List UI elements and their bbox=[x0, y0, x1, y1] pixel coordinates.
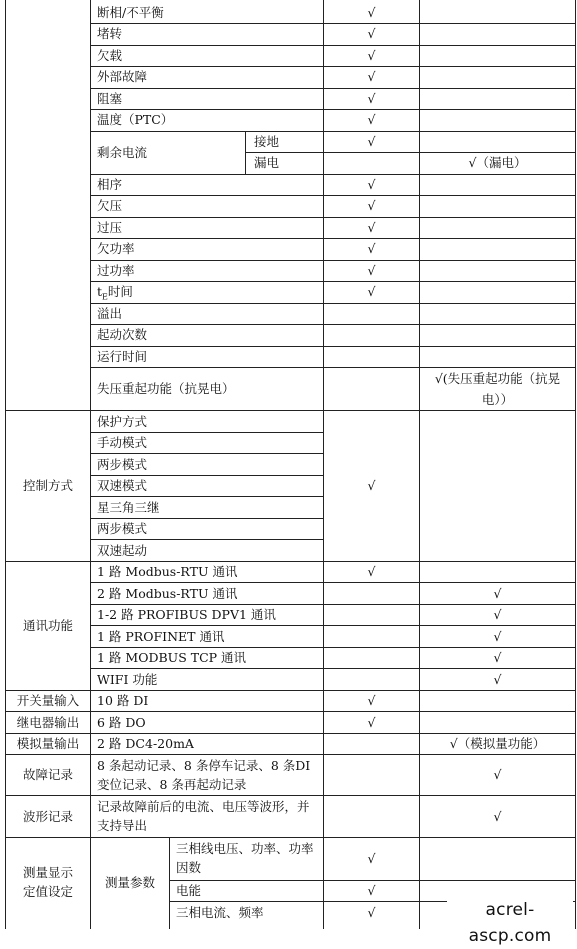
remark-leak: √（漏电） bbox=[468, 155, 527, 170]
item-underload: 欠载 bbox=[97, 48, 123, 63]
check-standard: √ bbox=[367, 478, 376, 493]
table-rule bbox=[5, 754, 576, 755]
check-optional: √ bbox=[493, 586, 502, 601]
check-optional: √ bbox=[493, 672, 502, 687]
comm-item: 2 路 Modbus-RTU 通讯 bbox=[97, 586, 238, 601]
control-item: 手动模式 bbox=[97, 435, 148, 450]
check-standard: √ bbox=[367, 91, 376, 106]
comm-item: 1-2 路 PROFIBUS DPV1 通讯 bbox=[97, 607, 276, 622]
category-fault-record: 故障记录 bbox=[22, 767, 73, 782]
check-optional: √ bbox=[493, 650, 502, 665]
comm-item: 1 路 Modbus-RTU 通讯 bbox=[97, 564, 238, 579]
ao-item: 2 路 DC4-20mA bbox=[97, 736, 194, 751]
category-measure-line1: 测量显示 bbox=[22, 865, 73, 880]
do-item: 6 路 DO bbox=[97, 715, 146, 730]
check-standard: √ bbox=[367, 134, 376, 149]
item-overflow: 溢出 bbox=[97, 306, 123, 321]
check-standard: √ bbox=[367, 48, 376, 63]
column-divider-category bbox=[90, 0, 91, 929]
item-undervoltage: 欠压 bbox=[97, 198, 123, 213]
table-rule bbox=[5, 561, 576, 562]
check-standard: √ bbox=[367, 26, 376, 41]
check-standard: √ bbox=[367, 198, 376, 213]
control-item: 星三角三继 bbox=[97, 500, 160, 515]
table-rule bbox=[90, 324, 576, 325]
item-residual-leak: 漏电 bbox=[254, 155, 280, 170]
waveform-record-item: 记录故障前后的电流、电压等波形，并支持导出 bbox=[97, 799, 310, 833]
table-rule bbox=[5, 410, 576, 411]
check-standard: √ bbox=[367, 693, 376, 708]
te-subscript: E bbox=[102, 292, 108, 302]
check-standard: √ bbox=[367, 177, 376, 192]
item-phase-loss: 断相/不平衡 bbox=[97, 5, 164, 20]
control-item: 两步模式 bbox=[97, 521, 148, 536]
check-standard: √ bbox=[367, 851, 376, 866]
check-optional: √ bbox=[493, 767, 502, 782]
measure-subdivider bbox=[169, 837, 170, 929]
remark-analog: √（模拟量功能） bbox=[449, 736, 546, 751]
category-analog-output: 模拟量输出 bbox=[16, 736, 80, 751]
fault-record-item: 8 条起动记录、8 条停车记录、8 条DI 变位记录、8 条再起动记录 bbox=[97, 758, 311, 792]
table-rule bbox=[5, 690, 576, 691]
item-overpower: 过功率 bbox=[97, 263, 135, 278]
comm-item: 1 路 MODBUS TCP 通讯 bbox=[97, 650, 247, 665]
check-standard: √ bbox=[367, 883, 376, 898]
remark-restart-line2: 电）） bbox=[481, 392, 514, 407]
check-optional: √ bbox=[493, 629, 502, 644]
remark-restart-line1: √(失压重起功能（抗晃 bbox=[434, 371, 561, 386]
check-standard: √ bbox=[367, 112, 376, 127]
measure-item: 三相线电压、功率、功率因数 bbox=[176, 841, 314, 875]
table-rule bbox=[5, 711, 576, 712]
table-rule bbox=[90, 346, 576, 347]
table-left-border bbox=[5, 0, 6, 929]
te-main: t bbox=[97, 284, 103, 299]
item-voltage-restart: 失压重起功能（抗晃电） bbox=[97, 381, 235, 396]
control-item: 双速模式 bbox=[97, 478, 148, 493]
check-optional: √ bbox=[493, 607, 502, 622]
item-external-fault: 外部故障 bbox=[97, 69, 148, 84]
comm-item: WIFI 功能 bbox=[97, 672, 158, 687]
table-rule bbox=[5, 795, 576, 796]
category-communication: 通讯功能 bbox=[22, 618, 73, 633]
di-item: 10 路 DI bbox=[97, 693, 149, 708]
measure-item: 电能 bbox=[176, 883, 202, 898]
check-standard: √ bbox=[367, 241, 376, 256]
control-item: 两步模式 bbox=[97, 457, 148, 472]
control-item: 保护方式 bbox=[97, 414, 148, 429]
category-waveform-record: 波形记录 bbox=[22, 809, 73, 824]
comm-item: 1 路 PROFINET 通讯 bbox=[97, 629, 225, 644]
check-standard: √ bbox=[367, 5, 376, 20]
check-standard: √ bbox=[367, 220, 376, 235]
column-divider-standard bbox=[419, 0, 420, 929]
item-underpower: 欠功率 bbox=[97, 241, 135, 256]
check-standard: √ bbox=[367, 69, 376, 84]
te-suffix: 时间 bbox=[107, 284, 133, 299]
item-blocking: 阻塞 bbox=[97, 91, 123, 106]
item-temperature: 温度（PTC） bbox=[97, 112, 174, 127]
check-standard: √ bbox=[367, 715, 376, 730]
measure-item: 三相电流、频率 bbox=[176, 905, 264, 920]
item-phase-sequence: 相序 bbox=[97, 177, 123, 192]
category-control: 控制方式 bbox=[22, 478, 73, 493]
category-digital-input: 开关量输入 bbox=[16, 693, 80, 708]
category-measure-line2: 定值设定 bbox=[22, 884, 73, 899]
item-stall: 堵转 bbox=[97, 26, 123, 41]
item-run-time: 运行时间 bbox=[97, 349, 148, 364]
item-residual-current: 剩余电流 bbox=[97, 145, 148, 160]
item-overvoltage: 过压 bbox=[97, 220, 123, 235]
category-relay-output: 继电器输出 bbox=[16, 715, 80, 730]
table-rule bbox=[90, 303, 576, 304]
item-start-count: 起动次数 bbox=[97, 327, 148, 342]
check-standard: √ bbox=[367, 284, 376, 299]
control-item: 双速起动 bbox=[97, 543, 148, 558]
check-optional: √ bbox=[493, 809, 502, 824]
measure-sub-category: 测量参数 bbox=[104, 875, 155, 890]
item-residual-ground: 接地 bbox=[254, 134, 280, 149]
table-rule bbox=[5, 837, 576, 838]
table-right-border bbox=[575, 0, 576, 929]
check-standard: √ bbox=[367, 905, 376, 920]
check-standard: √ bbox=[367, 263, 376, 278]
check-standard: √ bbox=[367, 564, 376, 579]
watermark: acrel-ascp.com bbox=[447, 897, 573, 923]
